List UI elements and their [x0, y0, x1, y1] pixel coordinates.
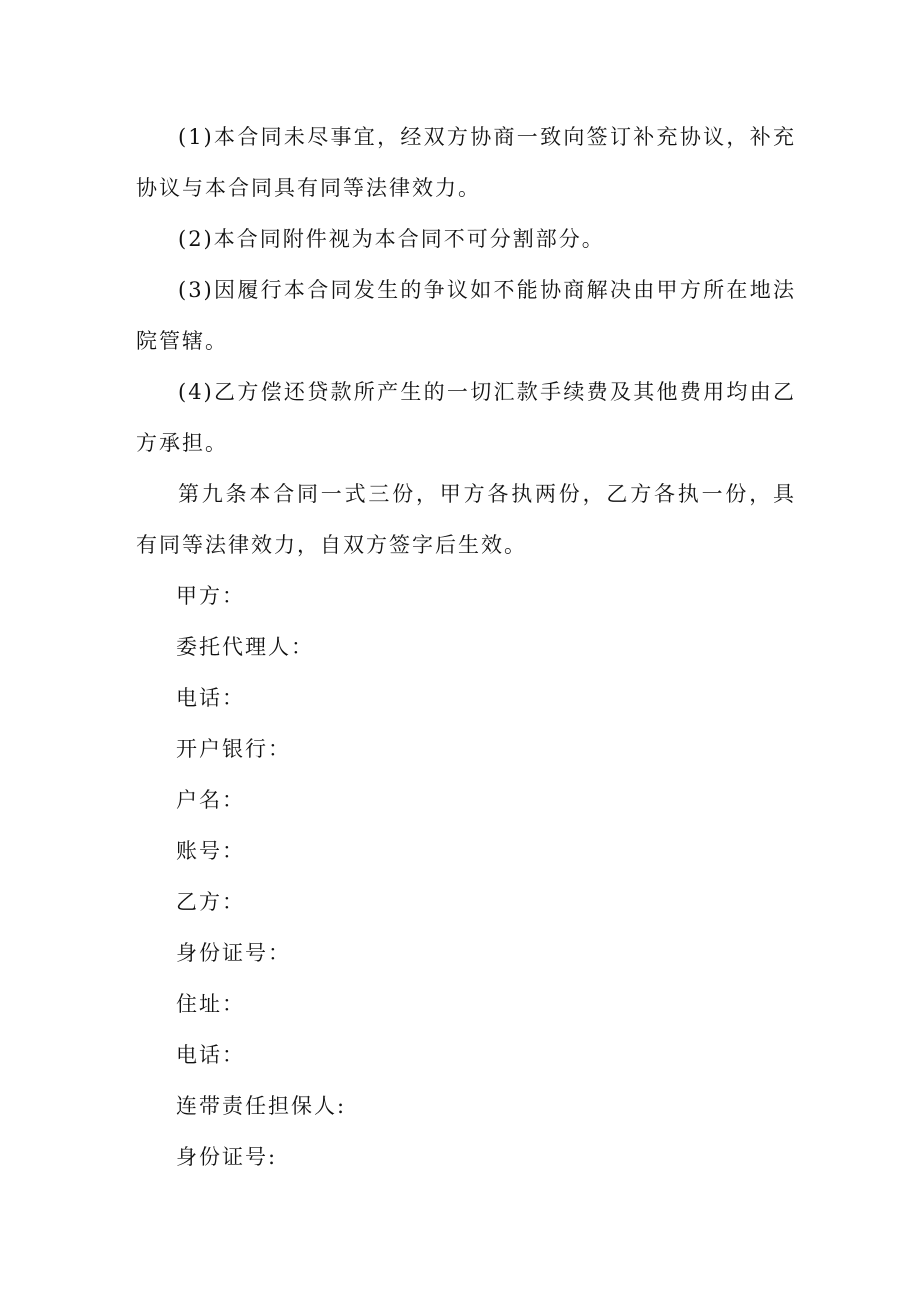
- article-nine-copies: 第九条本合同一式三份，甲方各执两份，乙方各执一份，具有同等法律效力，自双方签字后生效。: [136, 482, 796, 557]
- agent-label: 委托代理人：: [176, 635, 314, 659]
- guarantor-id-label: 身份证号:: [176, 1145, 278, 1169]
- contract-text: [136, 112, 796, 1183]
- signature-section: [136, 571, 796, 1183]
- address-label: 住址：: [176, 992, 245, 1016]
- party-b-id-label: 身份证号：: [176, 941, 291, 965]
- account-name-label: 户名：: [176, 788, 245, 812]
- clause-attachments: (2)本合同附件视为本合同不可分割部分。: [178, 227, 605, 251]
- party-b-phone-label: 电话：: [176, 1043, 245, 1067]
- clause-supplementary-agreement: (1)本合同未尽事宜，经双方协商一致向签订补充协议，补充协议与本合同具有同等法律效力。: [136, 125, 796, 200]
- clause-fees: (4)乙方偿还贷款所产生的一切汇款手续费及其他费用均由乙方承担。: [136, 380, 796, 455]
- guarantor-label: 连带责任担保人:: [176, 1094, 347, 1118]
- bank-label: 开户银行：: [176, 737, 291, 761]
- party-a-label: 甲方：: [176, 584, 245, 608]
- clause-dispute-jurisdiction: (3)因履行本合同发生的争议如不能协商解决由甲方所在地法院管辖。: [136, 278, 796, 353]
- account-number-label: 账号：: [176, 839, 245, 863]
- party-b-label: 乙方：: [176, 890, 245, 914]
- party-a-phone-label: 电话：: [176, 686, 245, 710]
